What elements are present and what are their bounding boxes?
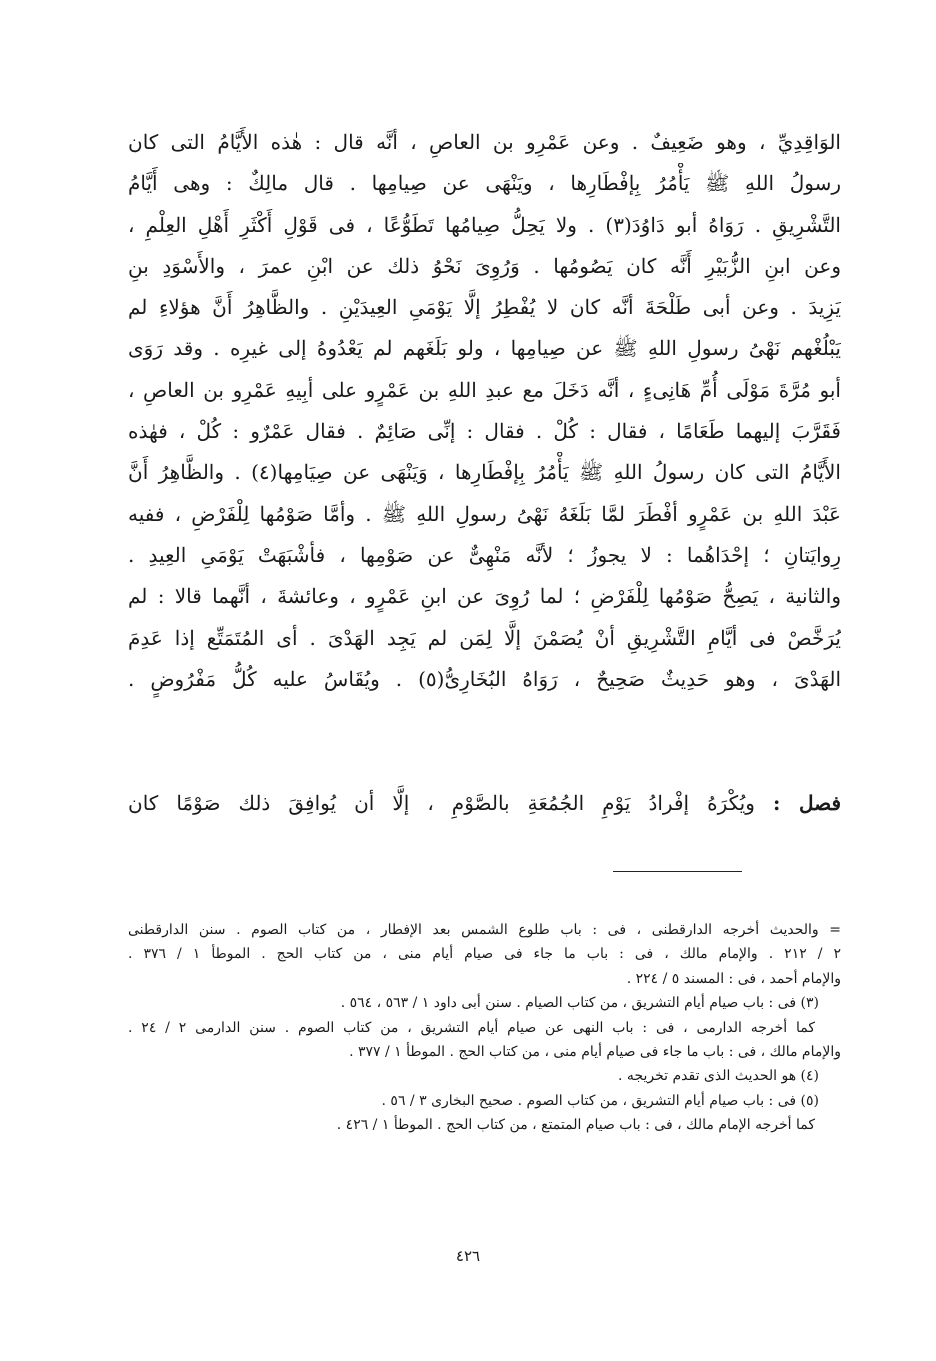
- body-line: الهَدْىَ ، وهو حَدِيثٌ صَحِيحٌ ، رَوَاهُ البُخَارِىُّ(٥) . ويُقَاسُ عليه كُلُّ مَفْرُوضٍ .: [128, 666, 841, 691]
- page-number: ٤٢٦: [455, 1247, 481, 1265]
- footnote-line: كما أخرجه الإمام مالك ، فى : باب صيام المتمتع ، من كتاب الحج . الموطأ ١ / ٤٢٦ .: [336, 1117, 815, 1134]
- footnote-line: كما أخرجه الدارمى ، فى : باب النهى عن صيام أيام التشريق ، من كتاب الصوم . سنن الدارمى ٢ / ٢٤ .: [128, 1019, 815, 1036]
- footnote-line: (٣) فى : باب صيام أيام التشريق ، من كتاب الصيام . سنن أبى داود ١ / ٥٦٣ ، ٥٦٤ .: [340, 995, 819, 1012]
- footnote-line: ٢ / ٢١٢ . والإمام مالك ، فى : باب ما جاء فى صيام أيام منى ، من كتاب الحج . الموطأ ١ / ٣٧٦ .: [128, 946, 841, 963]
- footnote-line: (٥) فى : باب صيام أيام التشريق ، من كتاب الصوم . صحيح البخارى ٣ / ٥٦ .: [381, 1092, 819, 1109]
- body-line: أبو مُرَّةَ مَوْلَى أُمِّ هَانِىءٍ ، أنَّه دَخَلَ مع عبدِ اللهِ بن عَمْرٍو على أبِيهِ عَمْرِو بن العاصِ ،: [128, 377, 841, 402]
- body-line: الوَاقِدِيِّ ، وهو ضَعِيفٌ . وعن عَمْرِو بن العاصِ ، أنَّه قال : هٰذه الأَيَّامُ التى كان: [128, 130, 841, 154]
- section-paragraph: [128, 782, 841, 824]
- body-line: يَبْلُغْهم نَهْىُ رسولِ اللهِ ﷺ عن صِيامِها ، ولو بَلَغَهم لم يَعْدُوهُ إلى غيرِه . وقد رَوَى: [128, 336, 841, 361]
- body-line: يُرَخَّصْ فى أيَّامِ التَّشْرِيقِ أنْ يُصَمْنَ إلَّا لِمَن لم يَجِد الهَدْىَ . أى المُتَمَتِّع إذا عَدِمَ: [128, 625, 841, 650]
- footnotes: [128, 918, 841, 1138]
- body-line: فَقَرَّبَ إليهما طَعَامًا ، فقال : كُلْ . فقال : إنِّى صَائِمٌ . فقال عَمْرٌو : كُلْ ، فهٰذه: [128, 419, 841, 444]
- footnote-line: والإمام أحمد ، فى : المسند ٥ / ٢٢٤ .: [626, 970, 841, 987]
- main-body-text: [128, 122, 841, 700]
- footnote-line: (٤) هو الحديث الذى تقدم تخريجه .: [618, 1068, 819, 1085]
- body-line: والثانية ، يَصِحُّ صَوْمُها لِلْفَرْضِ ؛ لما رُوِىَ عن ابنِ عَمْرٍو ، وعائشةَ ، أنَّهما قالا : لم: [128, 584, 841, 609]
- body-line: التَّشْرِيقِ . رَوَاهُ أبو دَاوُدَ(٣) . ولا يَحِلُّ صِيامُها تَطَوُّعًا ، فى قَوْلِ أَكْثَرِ أَهْلِ العِلْمِ ،: [128, 212, 841, 237]
- body-line: رسولُ اللهِ ﷺ يَأْمُرُ بِإفْطَارِها ، ويَنْهَى عن صِيامِها . قال مالِكٌ : وهى أَيَّامُ: [128, 171, 841, 196]
- footnote-line: والإمام مالك ، فى : باب ما جاء فى صيام أيام منى ، من كتاب الحج . الموطأ ١ / ٣٧٧ .: [349, 1043, 841, 1060]
- section-heading: فصل :: [772, 791, 841, 815]
- body-line: الأَيَّامُ التى كان رسولُ اللهِ ﷺ يَأْمُرُ بِإفْطَارِها ، وَيَنْهَى عن صِيَامِها(٤) . والظَّاهِرُ أَنَّ: [128, 460, 841, 485]
- body-line: وعن ابنِ الزُّبَيْرِ أَنَّه كان يَصُومُها . وَرُوِىَ نَحْوُ ذلك عن ابْنِ عمرَ ، والأَسْوَدِ بنِ: [128, 253, 841, 278]
- footnote-separator: [613, 871, 742, 872]
- body-line: عَبْدَ اللهِ بن عَمْرٍو أفْطَرَ لمَّا بَلَغَهُ نَهْىُ رسولِ اللهِ ﷺ . وأمَّا صَوْمُها لِلْفَرْضِ ، ففيه: [128, 501, 841, 526]
- footnote-line: = والحديث أخرجه الدارقطنى ، فى : باب طلوع الشمس بعد الإفطار ، من كتاب الصوم . سنن الدارقطنى: [128, 922, 841, 938]
- body-line: رِوايَتانِ ؛ إحْدَاهُما : لا يجوزُ ؛ لأنَّه مَنْهِىٌّ عن صَوْمِها ، فأشْبَهَتْ يَوْمَىِ العِيدِ .: [128, 542, 841, 567]
- body-line: يَزِيدَ . وعن أبى طَلْحَةَ أنَّه كان لا يُفْطِرُ إلَّا يَوْمَىِ العِيدَيْنِ . والظَّاهِرُ أَنَّ هؤلاءِ لم: [128, 295, 841, 320]
- section-text: ويُكْرَهُ إفْرادُ يَوْمِ الجُمُعَةِ بالصَّوْمِ ، إلَّا أن يُوافِقَ ذلك صَوْمًا كان: [128, 791, 755, 815]
